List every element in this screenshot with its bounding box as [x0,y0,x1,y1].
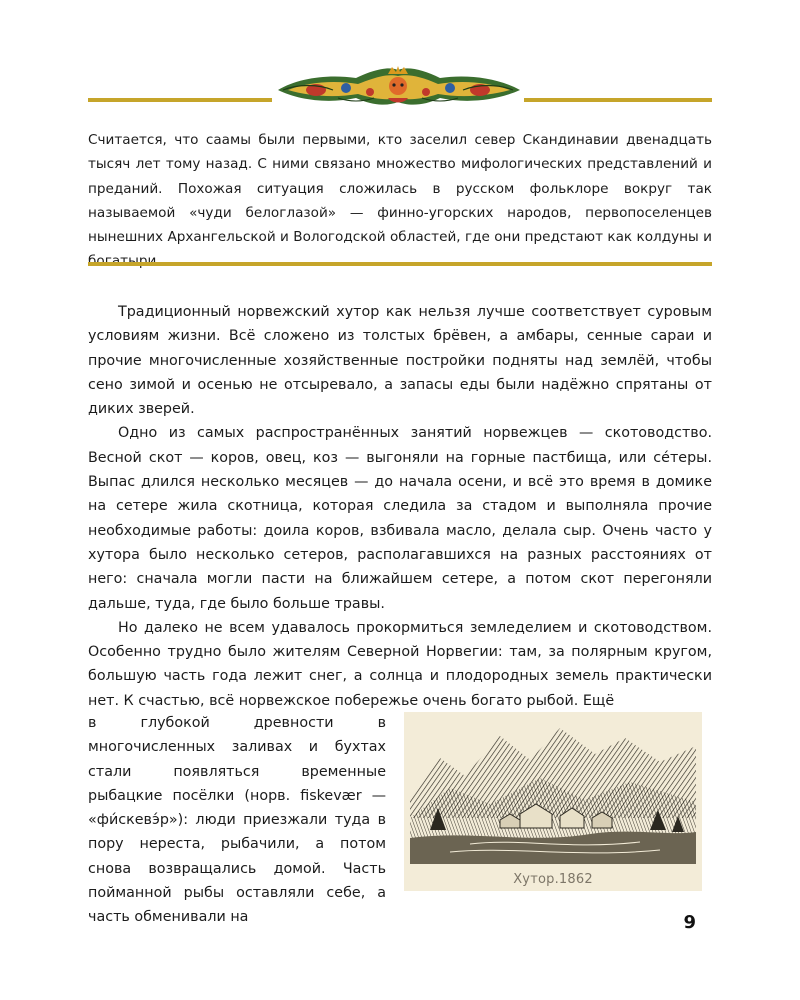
intro-bottom-rule [88,262,712,266]
main-text [88,300,712,713]
paragraph-2: Одно из самых распространённых занятий норвежцев — скотоводство. Весной скот — коров, овец, коз — выгоняли на горные пастбища, или се́теры. Выпас длился несколько месяцев — до начала осени, и всё это время в домике на сетере жила скотница, которая следила за стадом и выполняла прочие необходимые работы: доила коров, взбивала масло, делала сыр. Очень часто у хутора было несколько сетеров, располагавшихся на разных расстояниях от него: сначала могли пасти на ближайшем сетере, а потом скот перегоняли дальше, туда, где было больше травы. [88,425,712,612]
intro-text: Считается, что саамы были первыми, кто заселил север Скандинавии двенадцать тысяч лет тому назад. С ними связано множество мифологических представлений и преданий. Похожая ситуация сложилась в русском фольклоре вокруг так называемой «чуди белоглазой» — финно-угорских народов, первопоселенцев нынешних Архангельской и Вологодской областей, где они предстают как колдуны и [88,132,712,246]
wrapped-text [88,711,386,930]
figure-farmstead [404,712,702,891]
page-number: 9 [683,912,696,933]
intro-box [88,128,712,274]
figure-caption: Хутор.1862 [513,872,593,887]
norse-dragon-ornament-icon [88,64,708,108]
paragraph-1: Традиционный норвежский хутор как нельзя лучше соответствует суровым условиям жизни. Всё сложено из толстых брёвен, а амбары, сенные сараи и прочие многочисленные хозяйственные постройки подняты над землёй, чтобы сено зимой и осенью не отсыревало, а запасы еды были надёжно спрятаны от диких зверей. [88,304,712,418]
paragraph-3: Но далеко не всем удавалось прокормиться земледелием и скотоводством. Особенно трудно было жителям Северной Норвегии: там, за полярным кругом, большую часть года лежит снег, а солнца и плодородных земель практически нет. К счастью, всё норвежское побережье очень богато рыбой. Ещё [88,619,712,709]
farmstead-engraving-image [410,718,696,864]
paragraph-3-continued: в глубокой древности в многочисленных заливах и бухтах стали появляться временные рыбацкие посёлки (норв. fiskevær — «фи́скевэ́р»): люди приезжали туда в пору нереста, рыбачили, а потом снова возвращались домой. Часть пойманной рыбы оставляли себе, а часть обменивали на [88,715,386,926]
